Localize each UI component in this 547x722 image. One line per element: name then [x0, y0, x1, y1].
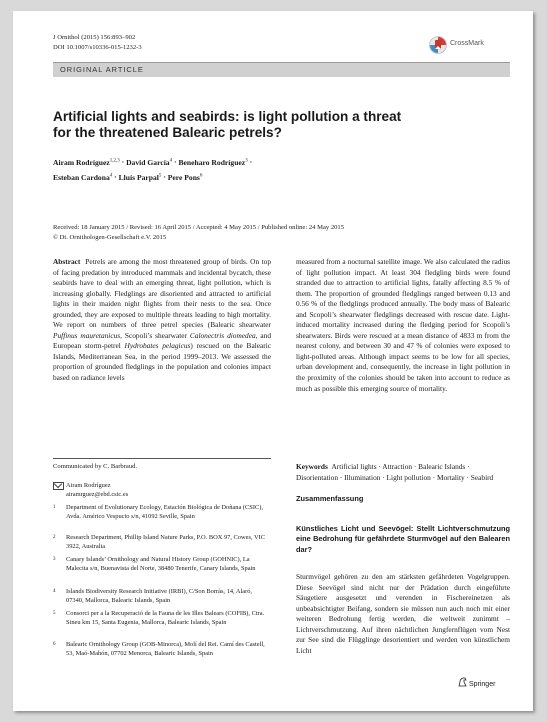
- author: Airam Rodríguez$^{1,2,3}$: [53, 157, 120, 167]
- author: Pere Pons$^6$: [167, 172, 203, 182]
- copyright-line: © Dt. Ornithologen-Gesellschaft e.V. 2015: [53, 234, 167, 241]
- author-list: Airam Rodríguez$^{1,2,3}$ · David García$^4$ · Beneharo Rodríguez$^3$ · Esteban Cardona$^4$ · Lluís Parpal$^5$ · Pere Pons$^6$: [53, 157, 253, 182]
- german-title: Künstliches Licht und Seevögel: Stellt Lichtverschmutzung eine Bedrohung für gefährdete Sturmvögel auf den Balearen dar?: [296, 524, 510, 554]
- species-name: Hydrobates pelagicus: [124, 341, 191, 351]
- title-line: Artificial lights and seabirds: is light pollution a threat: [53, 109, 402, 124]
- publisher-name: Springer: [468, 681, 496, 688]
- footnote-divider: [53, 458, 271, 459]
- history-line: Received: 18 January 2015 / Revised: 16 April 2015 / Accepted: 4 May 2015 / Published online: 24 May 2015: [53, 224, 345, 231]
- german-abstract: Sturmvögel gehören zu den am stärksten gefährdeten Vogelgruppen. Diese Seevögel sind nicht nur der Prädation durch eingeführte Säugetiere ausgesetzt und verenden in Fischereinetzen als unbeabsichtigter Beifang, sondern sie müssen nun auch noch mit einer weiteren Bedrohung fertig werden, die weltweit zunimmt – Lichtverschmutzung. Auf ihren nächtlichen Jungfernflügen vom Nest zur See sind die Flügglinge desorientiert und werden von künstlichem Licht: [296, 572, 510, 655]
- crossmark-icon: [429, 35, 447, 55]
- abstract-text: , Scopoli’s shearwater: [120, 330, 190, 340]
- crossmark-badge[interactable]: [429, 35, 509, 55]
- title-line: for the threatened Balearic petrels?: [53, 125, 282, 140]
- doi: DOI 10.1007/s10336-015-1232-3: [53, 43, 142, 51]
- journal-citation: J Ornithol (2015) 156:893–902: [53, 34, 136, 41]
- abstract-text: ) rescued on the Balearic Islands, Mediterranean Sea, in the period 1999–2013. We assessed the proportion of grounded fledglings in the population and colonies impact based on radiance levels: [53, 341, 272, 383]
- article-title: [53, 109, 493, 141]
- author: Lluís Parpal$^5$: [118, 172, 162, 182]
- abstract-column-1: [53, 257, 271, 384]
- affiliation: 2 Research Department, Phillip Island Nature Parks, P.O. BOX 97, Cowes, VIC 3922, Australia: [53, 534, 266, 550]
- crossmark-label: CrossMark: [450, 40, 484, 47]
- abstract-text: , and European storm-petrel: [53, 330, 272, 351]
- communicated-by: Communicated by C. Barbraud.: [53, 463, 138, 470]
- author: David García$^4$: [126, 157, 173, 167]
- abstract-column-2: measured from a nocturnal satellite image. We also calculated the radius of light pollution impact. At least 304 fledgling birds were found stranded due to attraction to artificial lights, fatally affecting 8.5 % of them. The proportion of grounded fledglings ranged between 0.13 and 0.56 % of the fledglings produced annually. The body mass of Balearic and Scopoli’s shearwater fledglings decreased with rescue date. Light-induced mortality increased during the fledging period for Scopoli’s shearwaters. Birds were rescued at a mean distance of 4833 m from the nearest colony, and between 30 and 47 % of colonies were exposed to light-polluted areas. Although impact seems to be low for all species, urban development and, consequently, the increase in light pollution in the proximity of the colonies should be taken into account to reduce as much as possible this emerging source of mortality.: [296, 257, 510, 393]
- abstract-text: Petrels are among the most threatened group of birds. On top of facing predation by introduced mammals and incidental bycatch, these seabirds have to deal with an emerging threat, light pollution, which is increasing globally. Fledglings are disoriented and attracted to artificial lights in their maiden night flights from their nests to the sea. Once grounded, they are exposed to multiple threats leading to high mortality. We report on numbers of three petrel species (Balearic shearwater: [53, 257, 271, 330]
- abstract-label: Abstract: [53, 257, 81, 266]
- affiliation: 5 Consorci per a la Recuperació de la Fauna de les Illes Balears (COFIB), Ctra. Sineu km 15, Santa Eugenia, Mallorca, Balearic Islands, Spain: [53, 610, 265, 626]
- keywords-text: Artificial lights · Attraction · Balearic Islands · Disorientation · Illumination · Light pollution · Mortality · Seabird: [296, 462, 494, 482]
- affiliation: 6 Balearic Ornithology Group (GOB-Minorca), Molí del Rei. Camí des Castell, 53, Maó-Mahón, 07702 Menorca, Balearic Islands, Spain: [53, 641, 265, 657]
- section-banner: [53, 62, 510, 77]
- affiliation: 3 Canary Islands’ Ornithology and Natural History Group (GOHNIC), La Malecita s/n, Buenavista del Norte, 38480 Tenerife, Canary Islands, Spain: [53, 556, 256, 572]
- species-name: Puffinus mauretanicus: [53, 330, 121, 340]
- zusammenfassung-heading: Zusammenfassung: [296, 494, 364, 503]
- section-label: ORIGINAL ARTICLE: [60, 65, 144, 74]
- springer-logo: [458, 677, 495, 688]
- author: Beneharo Rodríguez$^3$: [178, 157, 248, 167]
- author-email[interactable]: airamrguez@ebd.csic.es: [66, 491, 129, 498]
- affiliation: 4 Islands Biodiversity Research Initiative (IRBI), C/Son Borràs, 14, Alaró, 07340, Mallorca, Balearic Islands, Spain: [53, 588, 253, 604]
- paper-page: [13, 11, 533, 711]
- correspondence: [53, 481, 271, 499]
- keywords: [296, 462, 510, 483]
- author: Esteban Cardona$^4$: [53, 172, 113, 182]
- keywords-label: Keywords: [296, 462, 328, 471]
- envelope-icon: [53, 482, 64, 490]
- journal-info: [53, 33, 142, 52]
- affiliation: 1 Department of Evolutionary Ecology, Estación Biológica de Doñana (CSIC), Avda. Américo Vespucio s/n, 41092 Seville, Spain: [53, 504, 263, 520]
- springer-horse-icon: [458, 677, 467, 687]
- publication-dates: [53, 223, 344, 243]
- species-name: Calonectris diomedea: [189, 330, 256, 340]
- corresponding-author: Airam Rodríguez: [66, 482, 111, 489]
